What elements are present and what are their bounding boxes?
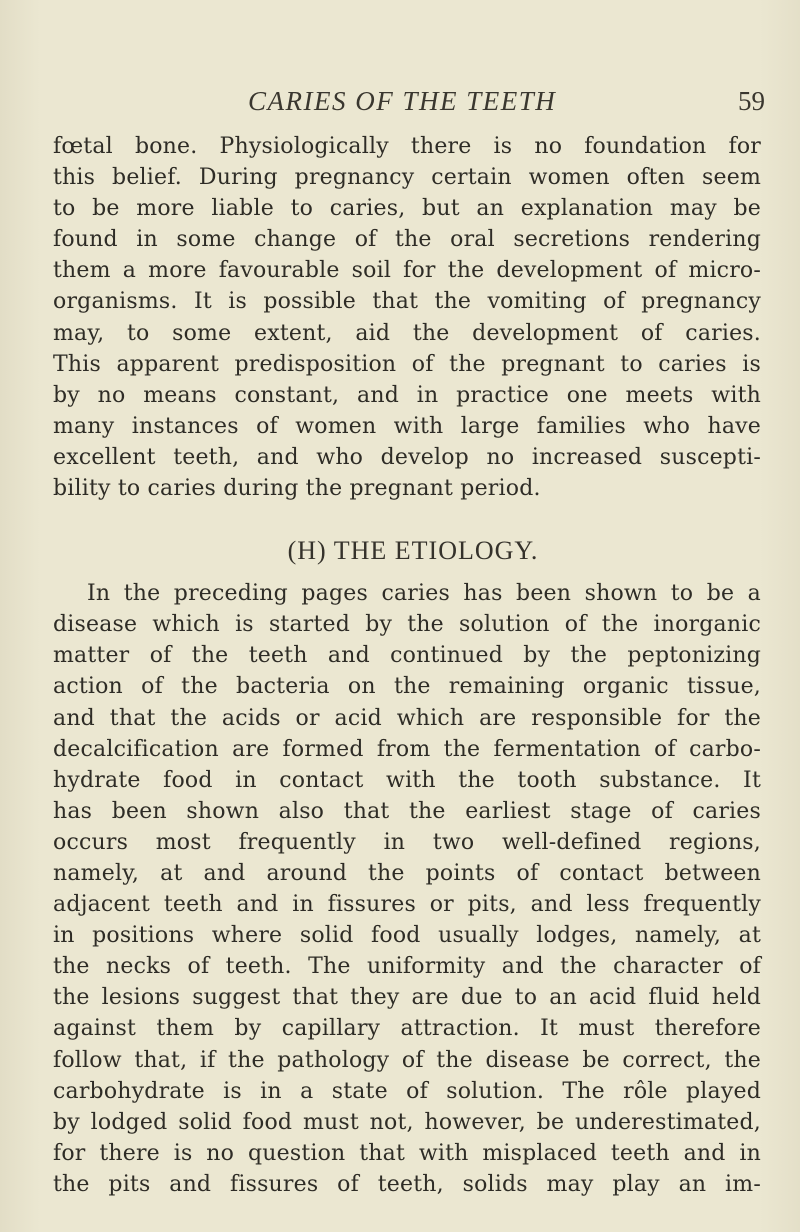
text-line: occurs most frequently in two well-defined regions, bbox=[53, 829, 761, 855]
text-line: matter of the teeth and continued by the peptonizing bbox=[53, 643, 761, 669]
body-text bbox=[53, 131, 761, 1200]
running-head: CARIES OF THE TEETH bbox=[248, 86, 557, 116]
text-line: In the preceding pages caries has been shown to be a bbox=[87, 581, 761, 607]
text-line: against them by capillary attraction. It must therefore bbox=[53, 1016, 761, 1042]
text-line: organisms. It is possible that the vomiting of pregnancy bbox=[53, 289, 761, 315]
text-line: by no means constant, and in practice one meets with bbox=[53, 382, 761, 408]
text-line: them a more favourable soil for the development of micro- bbox=[53, 258, 761, 284]
text-line: this belief. During pregnancy certain women often seem bbox=[53, 165, 761, 191]
text-line: fœtal bone. Physiologically there is no foundation for bbox=[53, 134, 761, 159]
text-line: follow that, if the pathology of the disease be correct, the bbox=[53, 1047, 761, 1073]
text-line: namely, at and around the points of contact between bbox=[53, 860, 761, 886]
text-line: disease which is started by the solution of the inorganic bbox=[53, 612, 761, 638]
text-line: This apparent predisposition of the pregnant to caries is bbox=[53, 351, 761, 377]
text-line: bility to caries during the pregnant period. bbox=[53, 476, 541, 502]
text-line: has been shown also that the earliest stage of caries bbox=[53, 798, 761, 824]
text-line: adjacent teeth and in fissures or pits, and less frequently bbox=[53, 892, 761, 918]
text-line: to be more liable to caries, but an explanation may be bbox=[53, 196, 761, 222]
text-line: hydrate food in contact with the tooth substance. It bbox=[53, 767, 761, 793]
section-heading: (H) THE ETIOLOGY. bbox=[287, 536, 539, 566]
page-number: 59 bbox=[738, 86, 765, 116]
text-line: in positions where solid food usually lodges, namely, at bbox=[53, 923, 761, 949]
text-line: decalcification are formed from the fermentation of carbo- bbox=[53, 736, 761, 762]
text-line: the lesions suggest that they are due to an acid fluid held bbox=[53, 985, 761, 1011]
text-line: the necks of teeth. The uniformity and the character of bbox=[53, 954, 761, 980]
text-line: action of the bacteria on the remaining organic tissue, bbox=[53, 674, 761, 700]
text-line: carbohydrate is in a state of solution. The rôle played bbox=[53, 1078, 761, 1104]
text-line: by lodged solid food must not, however, be underestimated, bbox=[53, 1109, 761, 1135]
text-line: may, to some extent, aid the development of caries. bbox=[53, 320, 761, 346]
text-line: for there is no question that with misplaced teeth and in bbox=[53, 1140, 761, 1166]
text-line: many instances of women with large families who have bbox=[53, 413, 761, 439]
paragraph-etiology bbox=[53, 578, 761, 1200]
text-line: and that the acids or acid which are responsible for the bbox=[53, 705, 761, 731]
text-line: found in some change of the oral secretions rendering bbox=[53, 227, 761, 253]
text-line: the pits and fissures of teeth, solids may play an im- bbox=[53, 1171, 761, 1197]
text-line: excellent teeth, and who develop no increased suscepti- bbox=[53, 444, 761, 470]
paragraph-pregnancy bbox=[53, 131, 761, 504]
